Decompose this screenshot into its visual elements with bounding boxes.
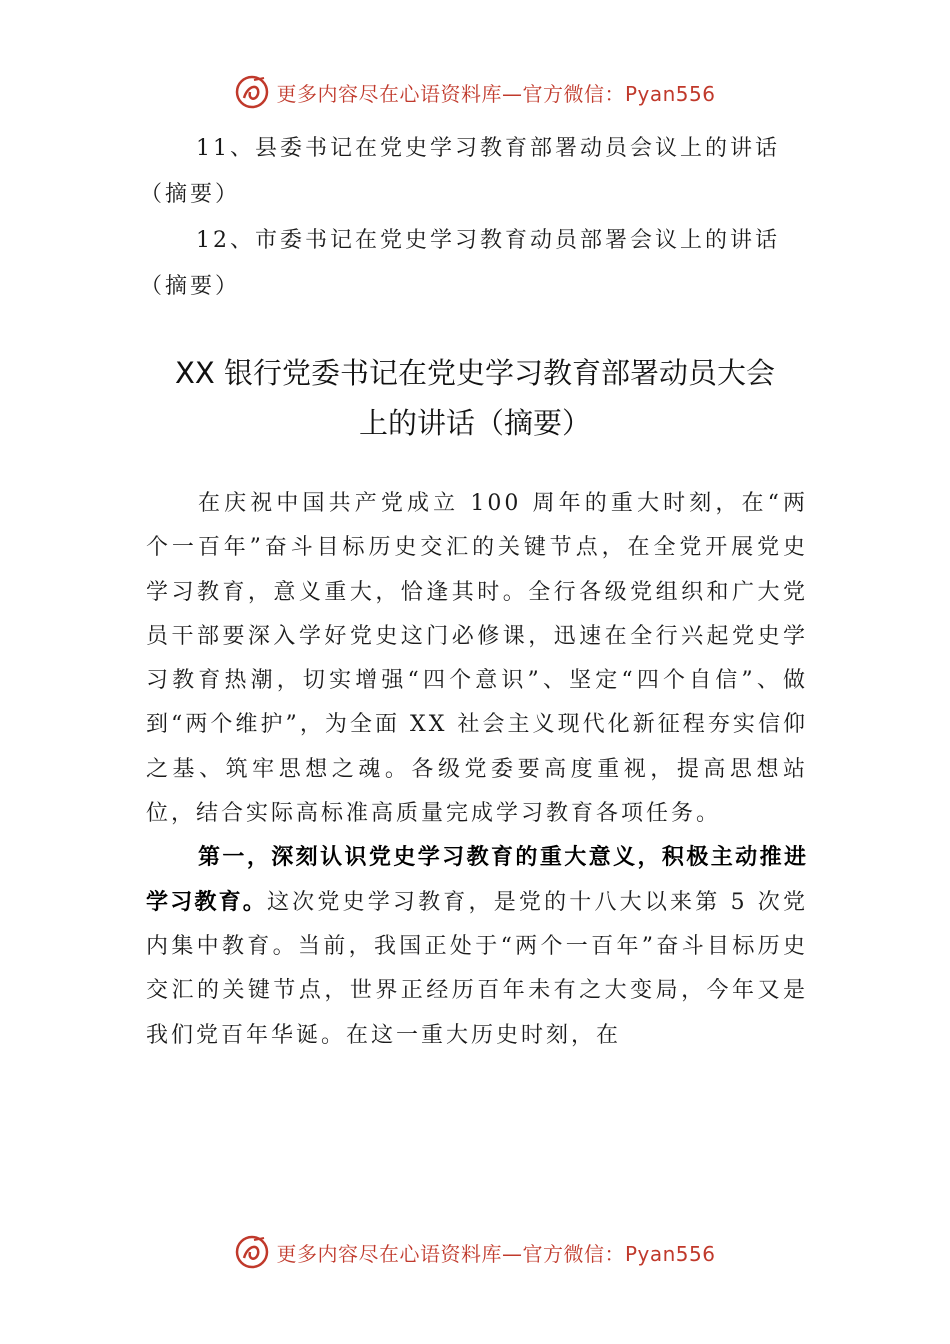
paragraph-2 <box>146 836 808 1057</box>
title-line-2: 上的讲话（摘要） <box>358 406 591 440</box>
swirl-logo-icon <box>234 1234 270 1270</box>
footer-banner <box>0 1230 950 1274</box>
toc-item-11-cont: （摘要） <box>140 182 241 207</box>
toc-item-12-cont: （摘要） <box>140 274 241 299</box>
paragraph-2-lead: 第一，深刻认识党史学习教育的重大意义，积极主动推进学习教育。 <box>146 845 808 915</box>
article-title <box>130 348 820 448</box>
toc-list <box>140 126 800 310</box>
header-banner <box>0 70 950 114</box>
banner-text: 更多内容尽在心语资料库—官方微信：Pyan556 <box>276 81 716 106</box>
paragraph-2-text: 这次党史学习教育，是党的十八大以来第 5 次党内集中教育。当前，我国正处于“两个一百年”奋斗目标历史交汇的关键节点，世界正经历百年未有之大变局，今年又是我们党百年华诞。在这一重大历史时刻，在 <box>146 889 808 1048</box>
toc-item-12: 12、市委书记在党史学习教育动员部署会议上的讲话 <box>196 228 780 253</box>
article-body <box>146 482 808 1058</box>
title-line-1: XX 银行党委书记在党史学习教育部署动员大会 <box>175 356 775 390</box>
toc-item-11: 11、县委书记在党史学习教育部署动员会议上的讲话 <box>196 136 780 161</box>
banner-text: 更多内容尽在心语资料库—官方微信：Pyan556 <box>276 1241 716 1266</box>
paragraph-1: 在庆祝中国共产党成立 100 周年的重大时刻，在“两个一百年”奋斗目标历史交汇的关键节点，在全党开展党史学习教育，意义重大，恰逢其时。全行各级党组织和广大党员干部要深入学好党史这门必修课，迅速在全行兴起党史学习教育热潮，切实增强“四个意识”、坚定“四个自信”、做到“两个维护”，为全面 XX 社会主义现代化新征程夯实信仰之基、筑牢思想之魂。各级党委要高度重视，提高思想站位，结合实际高标准高质量完成学习教育各项任务。 <box>146 491 808 827</box>
swirl-logo-icon <box>234 74 270 110</box>
